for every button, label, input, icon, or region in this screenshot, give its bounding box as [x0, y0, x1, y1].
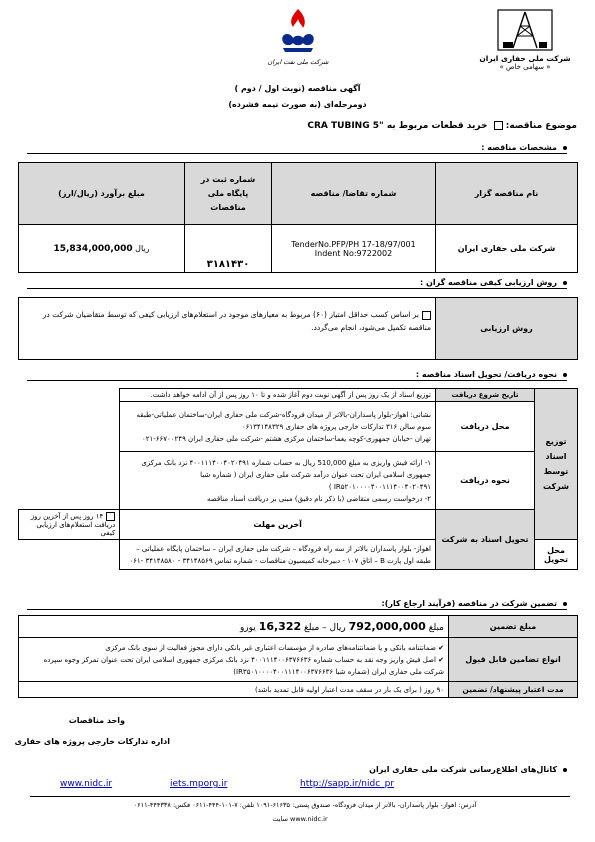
section-guarantee-heading: تضمین شرکت در مناقصه (فرآیند ارجاع کار): [27, 599, 567, 608]
footer-address: آدرس: اهواز- بلوار پاسداران- بالاتر از میدان فرودگاه- صندوق پستی: ۶۱۶۳۵-۱۰۹۱ تلفن: ۷-۱۰۱-۴۴۴-۰۶۱۱ فکس: ۴۴۴۳۳۸-۰۶۱۱ [133, 801, 477, 809]
type-1: ✔ ضمانتنامه بانکی و یا ضمانتنامه‌های صادره از مؤسسات اعتباری غیر بانکی دارای مجوز فعالیت از سوی بانک مرکزی [105, 643, 444, 652]
type-2: ✔ اصل فیش واریز وجه نقد به حساب شماره ۴۰۰۱۱۱۴۰۰۶۳۷۶۶۳۶ نزد بانک مرکزی جمهوری اسلامی ایران تحت عنوان تمرکز وجوه سپرده شرکت ملی حفاری ایران (شماره شبا IR۳۵۰۱۰۰۰۰۴۰۰۱۱۱۴۰۰۶۳۷۶۶۳۶) [43, 655, 444, 676]
quality-text: بر اساس کسب حداقل امتیاز (۶۰) مربوط به معیارهای موجود در استعلام‌های ارزیابی کیفی که توسط متقاضیان شرکت در مناقصه تکمیل می‌شود، انجام می‌گردد. [19, 298, 436, 360]
amount-label: مبلغ تضمین [449, 616, 578, 638]
method-label: نحوه دریافت [436, 452, 535, 510]
link-sapp[interactable]: http://sapp.ir/nidc_pr [300, 779, 395, 789]
group-distribution-label: توزیع اسناد توسط شرکت [535, 389, 578, 540]
channels-heading: کانال‌های اطلاع‌رسانی شرکت ملی حفاری ایران [369, 765, 567, 774]
bullet-icon [563, 602, 567, 606]
group-delivery-label: تحویل اسناد به شرکت [436, 510, 535, 570]
subject-text: خرید قطعات مربوط به "5 CRA TUBING [307, 121, 488, 131]
footer-rule [30, 796, 570, 797]
quality-label: روش ارزیابی [436, 298, 578, 360]
section-quality-heading: روش ارزیابی کیفی مناقصه گران : [27, 278, 567, 287]
deadline-label: آخرین مهلت [120, 510, 436, 540]
specs-table [18, 162, 578, 273]
tender-unit-label: واحد مناقصات [68, 716, 125, 725]
company-logo-block [475, 8, 575, 78]
bullet-icon [563, 281, 567, 285]
check-icon: ✔ [438, 655, 444, 664]
bullet-icon [563, 373, 567, 377]
link-nidc[interactable]: www.nidc.ir [60, 779, 113, 789]
footer-website: www.nidc.ir سایت [272, 815, 328, 823]
subject-checkbox [494, 121, 503, 130]
company-name: شرکت ملی حفاری ایران [479, 54, 571, 63]
title-line-1: آگهی مناقصه (نوبت اول / دوم ) [234, 84, 361, 93]
org-name: شرکت ملی حفاری ایران [436, 225, 578, 273]
nioc-caption: شرکت ملی نفت ایران [267, 58, 329, 66]
header-org: نام مناقصه گزار [436, 163, 578, 225]
start-label: تاریخ شروع دریافت [436, 389, 535, 402]
delivery-label: محل تحویل [535, 540, 578, 570]
header-reg-no: شماره ثبت در پایگاه ملی مناقصات [185, 163, 272, 225]
subject-line [17, 121, 577, 131]
company-type: « سهامی خاص » [499, 63, 551, 71]
types-label: انواع تضامین قابل قبول [449, 638, 578, 682]
deadline-text: ۱۴ روز پس از آخرین روز دریافت استعلام‌های ارزیابی کیفی [19, 510, 120, 540]
docs-table [18, 388, 578, 570]
guarantee-table [18, 615, 578, 698]
amount-text: مبلغ 792,000,000 ریال – مبلغ 16,322 یورو [19, 616, 449, 638]
section-specs-heading: مشخصات مناقصه : [27, 143, 567, 152]
nioc-logo-block [262, 6, 334, 72]
derrick-logo-icon [495, 8, 555, 52]
registry-number: ۳۱۸۱۴۳۰ [185, 225, 272, 273]
header-estimate: مبلغ برآورد (ریال/ارز) [19, 163, 185, 225]
validity-text: ۹۰ روز ( برای یک بار در سقف مدت اعتبار اولیه قابل تمدید باشد) [19, 682, 449, 698]
title-line-2: دومرحله‌ای (به صورت نیمه فشرده) [228, 100, 367, 109]
check-icon: ✔ [438, 643, 444, 652]
tender-number: TenderNo.PFP/PH 17-18/97/001 Indent No:9722002 [272, 225, 436, 273]
place-label: محل دریافت [436, 402, 535, 452]
bullet-icon [563, 146, 567, 150]
nioc-flame-logo-icon [273, 6, 323, 56]
link-iets[interactable]: iets.mporg.ir [170, 779, 228, 789]
header-tender-no: شماره تقاضا/ مناقصه [272, 163, 436, 225]
tender-unit-name: اداره تدارکات خارجی پروژه های حفاری [14, 737, 170, 746]
place-text: نشانی: اهواز-بلوار پاسداران-بالاتر از میدان فرودگاه-شرکت ملی حفاری ایران-ساختمان عملیاتی-طبقه سوم سالن ۳۱۶ تدارکات خارجی پروژه های حفاری ۰۶۱۳۴۱۴۸۳۲۹ تهران -خیابان جمهوری-کوچه یغما-ساختمان مرکزی هشتم -شرکت ملی حفاری ایران ۶۶۷۰۰۲۴۹-۰۲۱ [120, 402, 436, 452]
start-text: توزیع اسناد از یک روز پس از آگهی نوبت دوم آغاز شده و تا ۱۰ روز پس از آن ادامه خواهد داشت. [120, 389, 436, 402]
section-docs-heading: نحوه دریافت/ تحویل اسناد مناقصه : [27, 370, 567, 379]
delivery-text: اهواز- بلوار پاسداران بالاتر از سه راه فرودگاه – شرکت ملی حفاری ایران – ساختمان پایگاه عملیاتی – طبقه اول پارت B – اتاق ۱۰۷ - دبیرخانه کمیسیون مناقصات - شماره تماس ۳۴۱۴۸۵۶۹ - ۳۴۱۴۸۵۸۰ -۰۶۱ [120, 540, 436, 570]
validity-label: مدت اعتبار پیشنهاد/ تضمین [449, 682, 578, 698]
method-text: ۱- ارائه فیش واریزی به مبلغ 510,000 ریال به حساب شماره ۴۰۰۱۱۱۴۰۰۴۰۲۰۴۹۱ نزد بانک مرکزی جمهوری اسلامی ایران تحت عنوان درآمد شرکت ملی حفاری ایران ( شماره شبا IR۵۲۰۱۰۰۰۰۴۰۰۱۱۱۴۰۰۴۰۲۰۴۹۱ ) ۲- درخواست رسمی متقاضی (با ذکر نام دقیق) مبنی بر دریافت اسناد مناقصه [120, 452, 436, 510]
subject-label: موضوع مناقصه: [505, 121, 577, 131]
types-text [19, 638, 449, 682]
quality-table [18, 297, 578, 360]
estimate-amount: ریال 15,834,000,000 [19, 225, 185, 273]
